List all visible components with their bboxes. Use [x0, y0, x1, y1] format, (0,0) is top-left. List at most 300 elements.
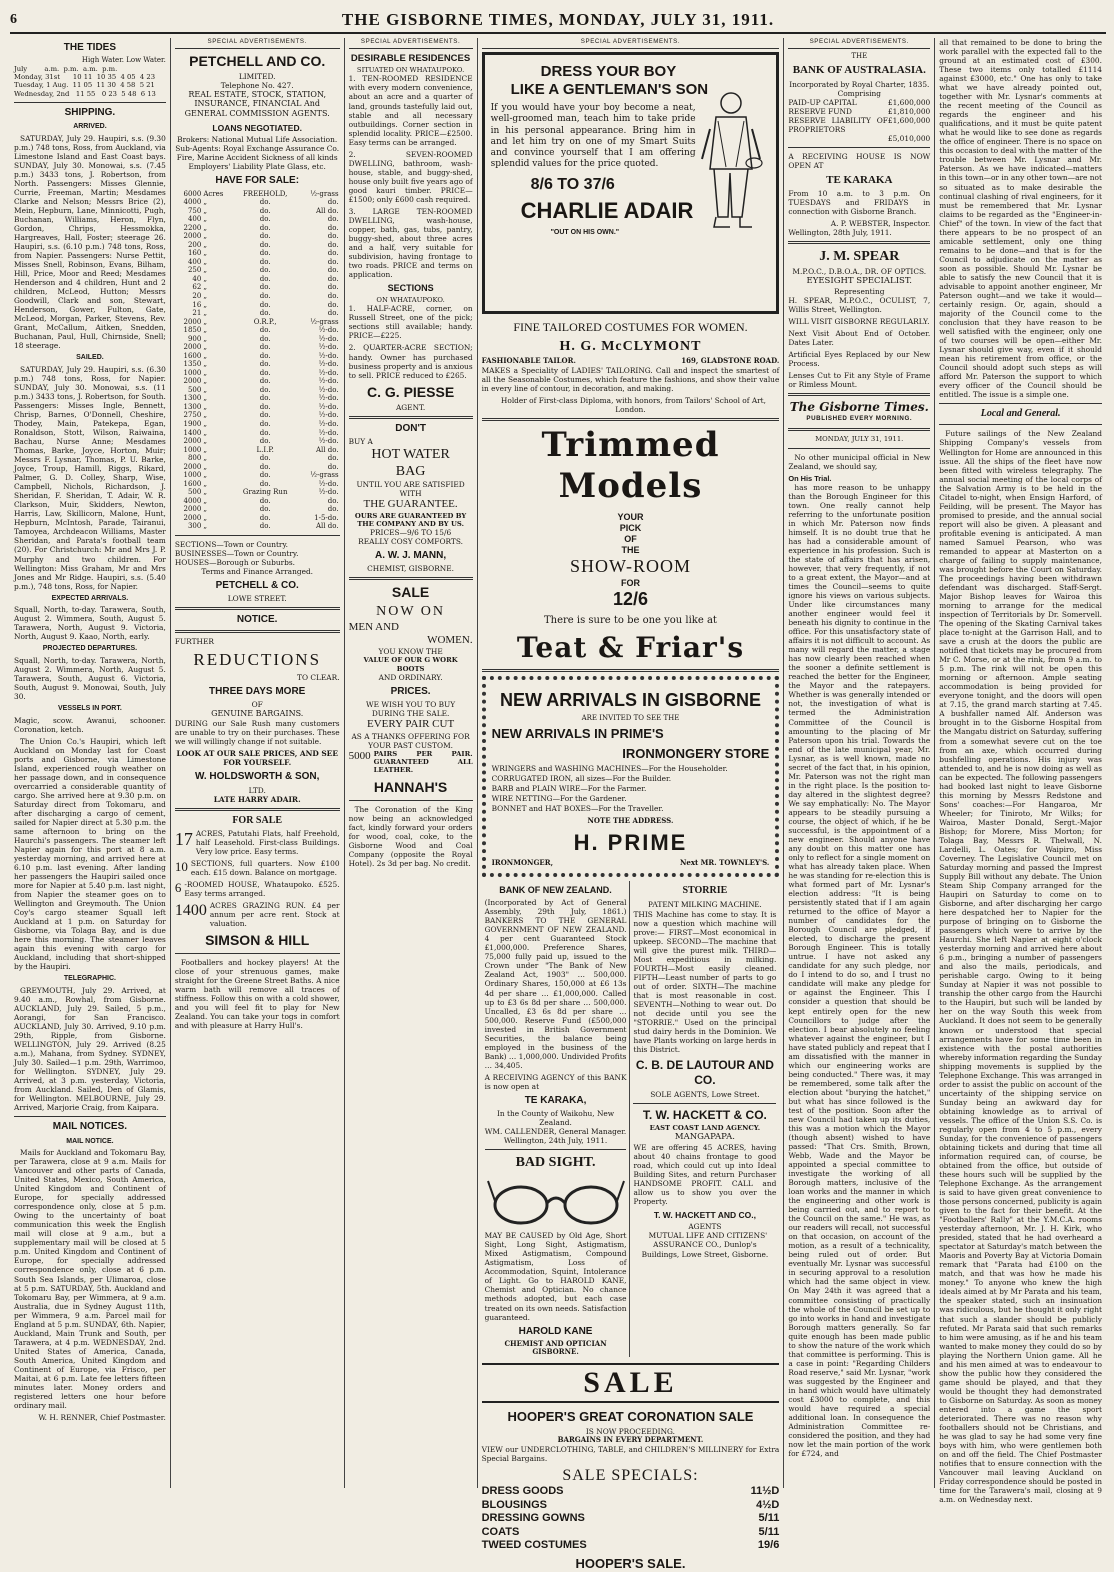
- pairs-offer: 5000 PAIRS PER PAIR. GUARANTEED ALL LEATHER.: [348, 749, 473, 775]
- land-sale-row: [175, 326, 340, 335]
- land-sale-row: [175, 488, 340, 497]
- arrived-text: SATURDAY, July 29. Haupiri, s.s. (9.30 p.m.) 748 tons, Ross, from Auckland, via Limestone Island and East Coast bays. SUNDAY, July 30. Monowai, s.s. (7.45 p.m.) 3433 tons, J. Robertson, from North. Passengers: Misses Glennie, Currie, Freeman, Martin; Mesdames Clarke and Nelson; Messrs Brice (2), Mein, Hepburn, Lane, Minnicotti, Pugh, Buchanan, Williams, Heron, Flyn, Gordon, Chrips, Hessmokka, Hargreaves, Hall, Foster; steerage 26. Haupiri, s.s. (6.10 p.m.) 748 tons, Ross, from Napier. Passengers: Nurse Pettit, Misses Snell, Robinson, Evans, Bilham, Hill, Price, Moor and Reed; Mesdames Henderson and 4 children, Hunt and 2 children, McLeod, Hutton; Messrs Goodwill, Clark and son, Stewart, Henderson, Gower, Fulton, Gate, McLeod, Morgan, Parker, Stevens, Rev. Grant, McCallum, Aitken, Snedden, Buchanan, Paul, Hull, Chirnside, Snell; 18 steerage.: [14, 133, 166, 351]
- sale-special-row: [482, 1499, 780, 1512]
- land-sale-cell: do.: [327, 257, 339, 266]
- holdsworth-ltd: LTD.: [248, 785, 266, 795]
- land-sale-row: [175, 352, 340, 361]
- aus-date: Wellington, 28th July, 1911.: [788, 228, 892, 238]
- land-sale-cell: 4000: [183, 198, 202, 207]
- land-sale-cell: do.: [259, 334, 271, 343]
- mail-text: Mails for Auckland and Tokomaru Bay, per Tarawera, close at 9 a.m. Mails for Vancouver and other parts of Canada, United States, Mexico, South America, United Kingdom and Continent of Europe, for specially addressed correspondence only, close at 5 p.m. Owing to the uncertainty of boat communication this week the English mail will close at 9 a.m., but a supplementary mail will be closed at 5 p.m. United Kingdom and Continent of Europe, for specially addressed correspondence only, close at 6 p.m. South Sea Islands, per Ulimaroa, close at 5 p.m. SATURDAY, 5th. Auckland and Tokomaru Bay, per Wimmera, at 9 a.m. Australia, due in Sydney August 11th, per Wimmera, 9 a.m. Parcel mail for England at 5 p.m. SUNDAY, 6th. Napier, Auckland, Main Trunk and South, per Tarawera, at 4 p.m. WEDNESDAY, 2nd. United States of America, Canada, South America, United Kingdom and Continent of Europe, via Frisco, per Maitai, at 6 p.m. Late fee letters fifteen minutes later. Money orders and registered letters one hour before ordinary mail.: [14, 1148, 166, 1410]
- land-sale-cell: do.: [259, 274, 271, 283]
- land-sale-row: [175, 454, 340, 463]
- spectacles-icon: [486, 1175, 626, 1227]
- land-sale-cell: „: [203, 266, 207, 275]
- land-sale-cell: „: [203, 343, 207, 352]
- land-sale-cell: do.: [259, 326, 271, 335]
- land-sale-cell: do.: [259, 402, 271, 411]
- land-sale-cell: 1850: [183, 326, 202, 335]
- land-sale-cell: 2000: [183, 377, 202, 386]
- section-1: 1. HALF-ACRE, corner, on Russell Street, one of the pick; sections still available; handy. PRICE—£225.: [348, 304, 473, 341]
- land-sale-row: [175, 283, 340, 292]
- special-items-list: [482, 1485, 780, 1552]
- bad-sight: BAD SIGHT.: [515, 1155, 596, 1171]
- land-sale-cell: ½-do.: [318, 351, 339, 360]
- capital-label: RESERVE LIABILITY OF PROPRIETORS: [788, 115, 888, 134]
- land-sale-cell: 1000: [183, 368, 202, 377]
- land-sale-row: [175, 190, 340, 199]
- land-sale-cell: 2000: [183, 232, 202, 241]
- storrie: STORRIE: [682, 885, 728, 897]
- prime-list-item: CORRUGATED IRON, all sizes—For the Builder.: [491, 774, 672, 784]
- sale-special-price: 5/11: [758, 1525, 780, 1538]
- proceeding: IS NOW PROCEEDING.: [585, 1427, 676, 1437]
- land-sale-row: [175, 497, 340, 506]
- land-sale-cell: „: [203, 385, 207, 394]
- until: UNTIL YOU ARE SATISFIED WITH: [356, 480, 465, 499]
- mann: A. W. J. MANN,: [375, 550, 447, 562]
- boot-sale: SALE: [391, 584, 430, 601]
- land-sale-row: [175, 301, 340, 310]
- hooper-sale-banner: SALE: [482, 1363, 780, 1404]
- sale-special-row: [482, 1539, 780, 1552]
- land-sale-cell: ½-do.: [318, 488, 339, 497]
- lenses: Lenses Cut to Fit any Style of Frame or Rimless Mount.: [788, 371, 931, 390]
- to-clear: TO CLEAR.: [297, 673, 340, 683]
- editorial-continued: all that remained to be done to bring the work parallel with the expected fall to the ground at an estimated cost of £300. These two items only totalled £1114 against £3000, etc." One has only to take what we have already pointed out, together with Mr. Lysnar's comments at the recent meeting of the Council as regards the engineer and his qualifications, and it must be quite patent what he would like to see done as regards the office of engineer. There is no space on this occasion to deal with the matter of the trouble between Mr. Lysnar and Mr. Paterson. As we have indicated—matters in this town—or in any other town—are not so situated as to make desirable the continual clashing of rival engineers, for it must be remembered that Mr. Lysnar claims to be regarded as the "Engineer-in-Chief" of the town. In view of the fact that there appears to be no prospect of an amicable settlement, only one thing remains to be done—and that is for the Council to adjudicate on the matter as soon as possible. Should Mr. Lysnar be able to satisfy the new Council that it is advisable to appoint another engineer, Mr Paterson ought—and we take it would—certainly resign. Or, again, should a majority of the Council come to the conclusion that they have reason to be well satisfied with the engineer, only one of two courses will be open—either Mr. Lysnar should give way, even if it should mean his retirement from office, or the Council should adopt such steps as will afford Mr. Paterson the support to which every officer of the Council should be entitled. The issue is a simple one.: [939, 38, 1102, 400]
- land-sale-row: [175, 258, 340, 267]
- sale-special-row: [482, 1512, 780, 1525]
- land-sale-cell: „: [203, 488, 207, 497]
- paper-date: MONDAY, JULY 31, 1911.: [815, 435, 904, 444]
- further: FURTHER: [174, 637, 214, 647]
- vessels-text: Magic, scow. Awanui, schooner. Coronation, ketch.: [14, 715, 166, 734]
- land-sale-cell: do.: [327, 462, 339, 471]
- eyesight-specialist: EYESIGHT SPECIALIST.: [806, 276, 913, 287]
- residence-1: 1. TEN-ROOMED RESIDENCE with every modern convenience, about an acre and a quarter of land, grounds tastefully laid out, stable and all necessary outbuildings. Corner section in splendid locality. PRICE—£2500. Easy terms can be arranged.: [348, 74, 473, 147]
- tide-row: Monday, 31st 10 11 10 35 4 05 4 23: [14, 73, 156, 81]
- land-sale-cell: 400: [187, 215, 202, 224]
- land-sale-cell: do.: [259, 437, 271, 446]
- land-sale-cell: do.: [259, 462, 271, 471]
- spear-text: H. SPEAR, M.P.O.C., OCULIST, 7, Willis Street, Wellington.: [788, 295, 931, 314]
- loans-heading: LOANS NEGOTIATED.: [212, 122, 302, 133]
- mutual-life: MUTUAL LIFE AND CITIZENS' ASSURANCE CO., Dunlop's Buildings, Lowe Street, Gisborne.: [641, 1231, 769, 1259]
- land-sale-cell: do.: [259, 360, 271, 369]
- for: FOR: [620, 577, 640, 588]
- east-coast-land: EAST COAST LAND AGENCY.: [649, 1124, 761, 1133]
- every-pair: EVERY PAIR CUT: [366, 718, 455, 731]
- arrived-title: ARRIVED.: [73, 123, 107, 131]
- bnz-receiving: A RECEIVING AGENCY of this BANK is now open at: [484, 1072, 627, 1091]
- land-sale-cell: All do.: [316, 206, 339, 215]
- land-sale-cell: „: [203, 411, 207, 420]
- land-sale-cell: 2000: [183, 505, 202, 514]
- land-sale-cell: 16: [192, 300, 202, 309]
- petchell-title: PETCHELL AND CO.: [189, 52, 326, 69]
- land-sale-cell: 40: [192, 274, 202, 283]
- land-sale-cell: 4000: [183, 496, 202, 505]
- land-sale-row: [175, 369, 340, 378]
- land-sale-cell: „: [203, 300, 207, 309]
- aus-hours: From 10 a.m. to 3 p.m. On TUESDAYS and FRIDAYS in connection with Gisborne Branch.: [788, 189, 931, 217]
- land-sale-cell: 2750: [183, 411, 202, 420]
- land-sale-cell: do.: [259, 215, 271, 224]
- land-sale-cell: „: [203, 360, 207, 369]
- projected-title: PROJECTED DEPARTURES.: [42, 645, 138, 653]
- capital-label: PAID-UP CAPITAL: [788, 97, 857, 107]
- land-sale-row: [175, 394, 340, 403]
- have-for-sale: HAVE FOR SALE:: [215, 175, 300, 187]
- and-ordinary: AND ORDINARY.: [378, 672, 443, 682]
- land-sale-cell: ½-do.: [318, 326, 339, 335]
- prime-list-item: BONNET and HAT BOXES—For the Traveller.: [491, 804, 664, 814]
- we-wish: WE WISH YOU TO BUY DURING THE SALE.: [366, 700, 456, 719]
- adair-price: 8/6 TO 37/6: [530, 175, 615, 193]
- land-sale-cell: ½-do.: [318, 385, 339, 394]
- residence-2: 2. SEVEN-ROOMED DWELLING, bathroom, wash-house, stable, and buggy-shed, house only built five years ago of good kauri timber. PRICE—£1500; only £600 cash required.: [348, 149, 473, 204]
- land-sale-cell: „: [203, 249, 207, 258]
- show-room: SHOW-ROOM: [569, 555, 691, 576]
- column-local: [935, 38, 1106, 1505]
- pick: PICK: [619, 522, 642, 533]
- bnz-county: In the County of Waikohu, New Zealand.: [496, 1109, 615, 1128]
- land-sale-cell: do.: [327, 300, 339, 309]
- land-sale-cell: „: [203, 513, 207, 522]
- land-sale-cell: 21: [192, 309, 202, 318]
- land-sale-row: [175, 249, 340, 258]
- prime-ad: [482, 676, 780, 877]
- hackett-text: WE are offering 45 ACRES, having about 40 chains frontage to good road, which could cut up into Ideal Building Sites, and return Purchaser HANDSOME PROFIT. CALL and allow us to show you over the Property.: [633, 1142, 777, 1207]
- land-sale-cell: do.: [259, 198, 271, 207]
- land-sale-cell: „: [203, 223, 207, 232]
- capital-row: [788, 116, 930, 134]
- land-sale-cell: O.R.P.,: [253, 317, 277, 326]
- land-sale-cell: 2000: [183, 462, 202, 471]
- look-text: LOOK AT OUR SALE PRICES, AND SEE FOR YOURSELF.: [176, 749, 338, 768]
- land-sale-cell: ½-do.: [318, 411, 339, 420]
- land-sale-row: [175, 318, 340, 327]
- land-sale-cell: ½-grass: [310, 471, 339, 480]
- ironmongery: IRONMONGERY STORE: [622, 746, 770, 762]
- land-sale-cell: „: [203, 377, 207, 386]
- de-lautour: C. B. DE LAUTOUR AND CO.: [635, 1058, 774, 1087]
- special-ads-label: SPECIAL ADVERTISEMENTS.: [349, 38, 473, 49]
- land-sale-cell: „: [203, 479, 207, 488]
- land-sale-cell: „: [203, 317, 207, 326]
- capital-value: £1,600,000: [887, 97, 931, 107]
- land-sale-cell: Acres: [203, 189, 224, 198]
- prime-address-row: IRONMONGER, Next MR. TOWNLEY'S.: [491, 857, 770, 867]
- mail-signature: W. H. RENNER, Chief Postmaster.: [38, 1412, 166, 1422]
- aus-te-karaka: TE KARAKA: [826, 173, 893, 186]
- land-sale-cell: 900: [187, 334, 202, 343]
- land-sale-cell: „: [203, 437, 207, 446]
- hwb-prices: PRICES—9/6 TO 15/6: [370, 528, 452, 538]
- vessels-title: VESSELS IN PORT.: [58, 704, 122, 712]
- now-on: NOW ON: [376, 604, 446, 620]
- section-2: 2. QUARTER-ACRE SECTION; handy. Owner has purchased business property and is anxious to sell. PRICE reduced to £265.: [348, 343, 473, 380]
- land-sale-cell: do.: [259, 266, 271, 275]
- gisborne-times-title: The Gisborne Times.: [789, 400, 929, 415]
- land-sale-cell: do.: [259, 368, 271, 377]
- land-sale-cell: 1600: [183, 351, 202, 360]
- land-sale-cell: 1000: [183, 471, 202, 480]
- land-sale-row: [175, 292, 340, 301]
- guarantee: THE GUARANTEE.: [363, 498, 458, 511]
- telephone: Telephone No. 427.: [220, 80, 294, 90]
- sale-special-item: TWEED COSTUMES: [481, 1539, 587, 1552]
- for-sale-heading: FOR SALE: [232, 814, 283, 826]
- teat-friars: Teat & Friar's: [516, 630, 745, 664]
- vessels-story: The Union Co.'s Haupiri, which left Auckland on Monday last for Coast ports and Gisborne, via Limestone Island, experienced rough weather on her passage down, and in consequence overcarried a considerable quantity of cargo. She arrived here at 9.30 p.m. on Saturday direct from Tokomaru, and after discharging a cargo of cement, sailed for Napier direct at 5.30 p.m. the same afternoon to bring on the Haurchi's passengers. The steamer left Napier again for this port at 8 a.m. yesterday morning, and arrived here at 6.10 p.m. last evening. After landing her passengers the Haupiri sailed once more for Napier at 5.40 p.m. last night, from Napier the steamer goes on to Wellington and Greymouth. The Union Coy's cargo steamer Squall left Auckland at 1 p.m. on Saturday for Gisborne, via Tolaga Bay, and is due here this morning. The steamer leaves again this evening with cargo for Auckland, including that short-shipped by the Haupiri.: [14, 736, 166, 972]
- tides-subheader: July a.m. p.m. a.m. p.m.: [14, 64, 118, 73]
- the: THE: [621, 544, 640, 555]
- land-sale-cell: 1-5-do.: [314, 513, 339, 522]
- dress-your-boy: DRESS YOUR BOY: [540, 62, 677, 80]
- brokers: Brokers: National Mutual Life Association. Sub-Agents: Royal Exchange Assurance Co. Fire, Marine Accident Sickness of all kinds Employers' Liability Plate Glass, etc.: [175, 135, 340, 172]
- land-sale-cell: do.: [259, 206, 271, 215]
- land-sale-cell: do.: [259, 292, 271, 300]
- boy-illustration-icon: [696, 89, 766, 239]
- land-sale-cell: do.: [259, 232, 271, 241]
- land-sale-cell: „: [203, 428, 207, 437]
- land-sale-cell: „: [203, 326, 207, 335]
- special-ads-label: SPECIAL ADVERTISEMENTS.: [482, 38, 780, 49]
- out-on-his-own: "OUT ON HIS OWN.": [550, 229, 620, 236]
- land-sale-cell: FREEHOLD,: [242, 189, 288, 198]
- land-sale-row: [175, 403, 340, 412]
- gentlemans-son: LIKE A GENTLEMAN'S SON: [510, 80, 709, 98]
- for-sale-1400: 1400 ACRES GRAZING RUN. £4 per annum per acre rent. Stock at valuation.: [174, 900, 340, 929]
- sale-special-item: BLOUSINGS: [481, 1498, 548, 1511]
- land-sale-cell: ½-do.: [318, 479, 339, 488]
- land-sale-row: [175, 335, 340, 344]
- land-sale-cell: ½-grass: [310, 317, 339, 326]
- hackett: T. W. HACKETT & CO.: [642, 1107, 767, 1122]
- land-sale-cell: 1000: [183, 445, 202, 454]
- prime-list-item: WIRE NETTING—For the Gardener.: [491, 794, 627, 804]
- coronation-note: The Coronation of the King now being an acknowledged fact, kindly forward your orders for wood, coal, coke, to the Gisborne Wood and Coal Company (opposite the Royal Hotel). 2s 3d per bag. No credit.: [348, 804, 473, 868]
- land-sale-row: [175, 241, 340, 250]
- land-sale-cell: do.: [259, 479, 271, 488]
- women: WOMEN.: [427, 633, 473, 646]
- makes-text: MAKES a Speciality of LADIES' TAILORING. Call and inspect the smartest of all the Seasonable Costumes, which feature the fashions, and show their value in every line of contour, in decoration, and making.: [481, 365, 780, 393]
- land-sale-cell: do.: [259, 419, 271, 428]
- petchell-footer: PETCHELL & CO.: [215, 580, 299, 591]
- genuine-bargains: GENUINE BARGAINS.: [211, 709, 304, 719]
- sailed-text: SATURDAY, July 29. Haupiri, s.s. (6.30 p.m.) 748 tons, Ross, for Napier. SUNDAY, July 30. Monowai, s.s. (11 p.m.) 3433 tons, J. Robertson, for South. Passengers: Misses Ingle, Bennett, Chrisp, Barnes, O'Donnell, Cheshire, Thodey, Main, Patekepa, Egan, Ronaldson, Stott, Wilson, Raiwaina, Bachau, Nurse Anne; Mesdames Thomas, Barke, Joyce, Horton, Muir; Messrs F. Lysnar, Thomas, P. U. Barke, Joyce, Troup, Hamill, Riggs, Rikard, Palmer, G. D. Colley, Sharp, Wise, Campbell, Nichols, Richardson, J. Sheridan, F. Sheridan, T. Adair, W. R. Clarkson, Muir, Skidders, Newton, Harris, Law, Skillicorn, Malone, Hunt, Hepburn, McIntosh, Parade, Tairanui, Tamoyea, Archdeacon Williams, Master Sheridan, and Parata's football team (20). For Christchurch: Mr and Mrs J. P. Murphy and two children. For Wellington: Miss Graham, Mr and Mrs Jones and Mr Ridge. Haupiri, s.s. (5.40 p.m.), 748 tons, Ross, for Napier.: [14, 364, 166, 591]
- land-sale-cell: „: [203, 334, 207, 343]
- mail-subtitle: MAIL NOTICE.: [66, 1137, 114, 1145]
- desirable-residences: DESIRABLE RESIDENCES: [350, 52, 471, 64]
- land-sale-cell: „: [203, 351, 207, 360]
- sections-on: ON WHATAUPOKO.: [376, 296, 445, 305]
- on-his-trial: On His Trial.: [788, 473, 832, 483]
- land-sale-row: [175, 309, 340, 318]
- land-sale-cell: ½-do.: [318, 428, 339, 437]
- footballers-text: Footballers and hockey players! At the close of your strenuous games, make straight for the Greene Street Baths. A nice warm bath will remove all traces of stiffness. Follow this on with a cold shower, and you will feel fit to play for New Zealand. You can take your togs in comfort and with pleasure at Harry Hull's.: [174, 958, 340, 1031]
- sale-specials: SALE SPECIALS:: [562, 1466, 699, 1484]
- editorial-lead: No other municipal official in New Zealand, we should say,: [788, 452, 931, 471]
- hannahs: HANNAH'S: [373, 778, 448, 795]
- land-sale-cell: do.: [327, 232, 339, 241]
- for-sale-6: 6 -ROOMED HOUSE, Whataupoko. £525. Easy terms arranged.: [174, 879, 340, 898]
- price-12-6: 12/6: [612, 588, 648, 609]
- local-general: Local and General.: [980, 408, 1061, 420]
- land-sale-row: [175, 480, 340, 489]
- land-sale-cell: 2000: [183, 343, 202, 352]
- land-sale-row: [175, 411, 340, 420]
- aus-receiving: A RECEIVING HOUSE IS NOW OPEN AT: [788, 151, 931, 170]
- houses-line: HOUSES—Borough or Suburbs.: [174, 557, 295, 567]
- telegraphic-title: TELEGRAPHIC.: [63, 975, 116, 983]
- storrie-text: THIS Machine has come to stay. It is now a question which machine will prove:— FIRST—Most economical in upkeep. SECOND—The machine that will give the purest milk. THIRD—Most expeditious in milking. FOURTH—Most easily cleaned. FIFTH—Least number of parts to go out of order. SIXTH—The machine that is most reasonable in cost. SEVENTH—Nothing to wear out. Do not decide until you see the "STORRIE." Used on the principal stud dairy herds in the Dominion. We have Plants working on large herds in this District.: [633, 909, 777, 1055]
- charlie-adair: CHARLIE ADAIR: [520, 198, 694, 224]
- land-sale-cell: 500: [187, 385, 202, 394]
- land-sale-cell: do.: [327, 249, 339, 258]
- capital-table: [788, 98, 930, 143]
- invited: ARE INVITED TO SEE THE: [581, 713, 680, 722]
- cosy: REALLY COSY COMFORTS.: [358, 537, 464, 547]
- note-address: NOTE THE ADDRESS.: [587, 816, 674, 826]
- new-arrivals-prime: NEW ARRIVALS IN PRIME'S: [491, 726, 664, 742]
- land-sale-cell: 1400: [183, 428, 202, 437]
- masthead-title: THE GISBORNE TIMES, MONDAY, JULY 31, 1911.: [341, 10, 775, 29]
- artificial-eyes: Artificial Eyes Replaced by our New Process.: [788, 350, 931, 369]
- land-sale-cell: ½-do.: [318, 334, 339, 343]
- land-sale-cell: do.: [259, 309, 271, 318]
- land-sale-row: [175, 522, 340, 531]
- land-sale-cell: 2000: [183, 437, 202, 446]
- prime-list: [492, 764, 770, 813]
- services: REAL ESTATE, STOCK, STATION, INSURANCE, FINANCIAL And GENERAL COMMISSION AGENTS.: [184, 89, 330, 119]
- land-sale-row: [175, 437, 340, 446]
- local-general-text: Future sailings of the New Zealand Shipping Company's vessels from Wellington for Home are announced in this issue. All the ships of the fleet have now been fitted with wireless telegraphy. The annual social meeting of the local corps of the Salvation Army is to be held in the Citadel to-night, when Ensign Harford, of Feilding, will be present. The Mayor has promised to preside, and the annual social report will also be given. A pleasant and profitable evening is anticipated. A man named Samuel Pearson, who was remanded to appear at Masterton on a charge of failing to supply maintenance, was brought before the Court on Saturday. The proceedings having been withdrawn defendant was discharged. Staff-Sergt. Major Bishop leaves for Wairoa this morning to arrange for the medical inspection of Territorials by Dr. Somervell. The opening of the Skating Carnival takes place to-night at the Garrison Hall, and to save a crush at the doors the public are notified that tickets may be procured from Mr C. Morse, or at the rink, from 9 a.m. to 5 p.m. The rink will not be open this morning or afternoon. Ample seating accommodation is being provided for everyone tonight, and the doors will open at 7.15, the grand march starting at 7.45. A bushfaller named Alf. Anderson was brought in to the Gisborne Hospital from the Mangatu district on Saturday, suffering from a somewhat severe cut on the toe from an axe, which occurred during bushfelling operations. His injury was attended to, and he is now doing as well as can be expected. The following passengers had booked last night to leave Gisborne this morning by Messrs Redstone and Sons' coaches:—For Hangaroa, Mr Wheeler; for Tiniroto, Mr Wilks; for Wairoa, Master Donald, Sergt.-Major Bishop; for Morere, Miss Morton; for Tolaga Bay, Messrs R. Thelwall, N. Lardelli, L. Oates; for Waipiro, Miss Coverney. The Legislative Council met on Saturday morning and passed the Imprest Supply Bill without any debate. The Union Steam Ship Company arranged for the Haupiri on Saturday to come on to Gisborne, and after discharging her cargo here despatched her to Napier for the purpose of bringing on to Gisborne the passengers which were to arrive by the Haurchi. She left Napier at eight o'clock yesterday morning and arrived here about 6 p.m., bringing a number of passengers and also the mails, periodicals, and perishable cargo. Owing to it being Sunday at Napier it was not possible to tranship the other cargo from the Haurchi to the Haupiri, but such will be landed by her on the way South this week from Auckland. It does not seem to be generally known or understood that special arrangements have for some time been in existence with the postal authorities whereby information regarding the Sunday shipping movements is supplied by the Telephone Exchange. This was arranged in order to assist the public on account of the uncertainty of the shipping service on Sunday being an awkward day for obtaining knowledge as to arrival of vessels. The office of the Union S.S. Co. is regularly open from 4 to 5 p.m., every Sunday, for the convenience of passengers obtaining tickets and during that time all information required can, of course, be obtained from the office, but outside of these hours such will be supplied by the Telephone Exchange. As the arrangement is said to have given great convenience to those persons concerned, publicity is again given to the fact for their benefit. At the "Footballers' Rally" at the Y.M.C.A. rooms yesterday afternoon, Mr. J. H. Kirk, who presided, stated that he had overheard a spectator at Saturday's match between the Maoris and Poverty Bay at Victoria Domain remark that "Parata had £100 on the match, and that was how he made his money." To anyone who knew the high ideals aimed at by Mr Parata and his team, the speaker stated, such an insinuation was ridiculous, but he thought it only right that such a slander should be publicly refuted. Mr Parata said that such remarks to him were amusing, as if he and his team wanted to make money they could do so by playing the Northern Union game. All he and his men aimed at was to endeavour to show the public how they considered the game should be played, and that they would be thought they had demonstrated to Gisborne on Saturday. As soon as money entered into a game the sport deteriorated. There was no reason why footballers should not be Christians, and he was glad to say he had some very fine boys with him, who were gentlemen both on and off the field. The Chief Postmaster notifies that to ensure connection with the Vancouver mail leaving Auckland on Friday correspondence should be posted in time for the Tarawera's mail, closing at 9 a.m. on Wednesday next.: [939, 429, 1102, 1505]
- land-sale-cell: ½-do.: [318, 437, 339, 446]
- land-sale-cell: do.: [259, 377, 271, 386]
- land-sale-row: [175, 505, 340, 514]
- land-sale-table: [175, 190, 340, 531]
- webster: A. P. WEBSTER, Inspector.: [830, 219, 931, 229]
- land-sale-cell: do.: [327, 215, 339, 224]
- holder-text: Holder of First-class Diploma, with honors, from Tailors' School of Art, London.: [500, 395, 767, 414]
- mcclymont-address-row: FASHIONABLE TAILOR. 169, GLADSTONE ROAD.: [481, 356, 780, 366]
- land-sale-cell: do.: [327, 198, 339, 207]
- land-sale-cell: do.: [327, 496, 339, 505]
- land-sale-cell: do.: [259, 505, 271, 514]
- holdsworth: W. HOLDSWORTH & SON,: [194, 771, 320, 783]
- agent-label: AGENT.: [395, 402, 426, 412]
- dont: DON'T: [395, 422, 426, 434]
- during-text: DURING our Sale Rush many customers are unable to try on their purchases. These we will willingly change if not suitable.: [174, 719, 340, 747]
- men-and: MEN AND: [348, 620, 399, 633]
- prime-list-item: BARB and PLAIN WIRE—For the Farmer.: [491, 784, 647, 794]
- editorial-body: has more reason to be unhappy than the Borough Engineer for this town. One really cannot help referring to the unfortunate position in which Mr. Paterson now finds himself. It is no doubt true that he has had a considerable amount of experience in his profession. Such is the state of affairs that has arisen, however, that very frequently, if not to a great extent, the Mayor—and at times the Council—seems to quite ignore his views on various subjects. Under like circumstances many another engineer would feel it beneath his dignity to continue in the office. For this unsatisfactory state of affairs it is not difficult to account. As many will regard the matter, a stage has now clearly been reached when the sooner a definite settlement is reached the better for the Engineer, the Mayor and the ratepayers. Whether is was generally intended or not, the investigation of what is termed the Administration Committee of the Council is amounting to the placing of Mr Paterson upon his trial. Towards the end of the late municipal year, Mr. Lysnar, as is well known, made no secret of the fact that, in his opinion, Mr. Paterson was not the right man in the right place. Is the position to-day altered in the slightest degree? We say emphatically: No. The Mayor appears to be steadily pursuing a course, the object of which, if he be successful, is the appointment of a new engineer. Should anyone have any doubt on this matter one has only to reflect for a single moment on what has already taken place. When he was standing for re-election this is what formed part of Mr. Lysnar's election address: "It is being persistently stated that if I am again returned to the office of Mayor a number of candidates for the Borough Council are pledged, if elected, to discharge the present Borough Engineer. This is totally untrue. I have not asked any candidate for any such pledge, nor do I intend to do so, and I trust no candidate will make any pledge for or against the Engineer. This I consider a question that should be kept entirely open for the new Councillors to judge after the election. I bear absolutely no feeling whatever against the engineer, but I have stated publicly and repeat that I am dissatisfied with the manner in which our engineering works are being conducted." There was, it may be remembered, some talk after the election about "burying the hatchet," but what has since followed is the test of the position. Soon after the new Council had taken up its duties, this was a motion which the Mayor (though absent) wished to have passed: "That Crs. Smith, Brown, Webb, Wade and the Mayor be appointed a special committee to investigate the working of all Borough matters, inclusive of the loan works and the manner in which the engineering and other work is being carried out, and to report to the Council on the same." He was, as our readers will recall, not successful on that occasion, on account of the motion, as a result of a technicality, being ruled out of order. But eventually Mr. Lysnar was successful in securing approval to a resolution which had the same object in view. On May 24th it was agreed that a committee consisting of practically the whole of the Council be set up to go into works in hand and investigate Borough matters generally. So far quite enough has been made public to show the nature of the work which that committee is performing. This is a case in point: "Regarding Childers Road reserve," said Mr. Lysnar, "work was suggested by the Engineer and in hand which would have ultimately cost £3000 to complete, and this would have required a special additional loan. In consequence the Administration Committee re-considered the position, and they had now let the main portion of the work for £724, and: [788, 482, 931, 1459]
- land-sale-cell: L.I.P.: [256, 445, 274, 454]
- representing: Representing: [834, 286, 885, 296]
- of: OF: [624, 533, 637, 544]
- land-sale-cell: „: [203, 274, 207, 283]
- land-sale-cell: „: [203, 309, 207, 318]
- land-sale-cell: „: [203, 402, 207, 411]
- prime-list-item: WRINGERS and WASHING MACHINES—For the Householder.: [491, 764, 728, 774]
- land-sale-cell: All do.: [316, 522, 339, 531]
- land-sale-cell: 2000: [183, 513, 202, 522]
- land-sale-cell: 250: [187, 266, 202, 275]
- tide-row: Wednesday, 2nd 11 55 0 23 5 48 6 13: [14, 89, 156, 98]
- tides-title: THE TIDES: [63, 42, 117, 53]
- your: YOUR: [617, 511, 644, 522]
- land-sale-row: [175, 514, 340, 523]
- piesse: C. G. PIESSE: [367, 383, 455, 400]
- fine-tailored: FINE TAILORED COSTUMES FOR WOMEN.: [513, 319, 748, 334]
- land-sale-cell: ½-grass: [310, 189, 339, 198]
- land-sale-cell: 200: [187, 240, 202, 249]
- land-sale-cell: „: [203, 454, 207, 463]
- mail-title: MAIL NOTICES.: [52, 1121, 128, 1133]
- projected-text: Squall, North, to-day. Tarawera, North, August 2. Wimmera, North, August 5. Tarawera, South, August 6. Victoria, South, August 9. Monowai, South, July 30.: [14, 655, 166, 701]
- land-sale-cell: „: [203, 445, 207, 454]
- businesses-line: BUSINESSES—Town or Country.: [174, 548, 299, 558]
- land-sale-cell: 1350: [183, 360, 202, 369]
- sale-special-price: 19/6: [757, 1539, 780, 1552]
- capital-row: [788, 107, 930, 116]
- land-sale-cell: do.: [259, 496, 271, 505]
- expected-title: EXPECTED ARRIVALS.: [51, 594, 129, 602]
- tides-header: High Water. Low Water.: [81, 56, 166, 65]
- capital-row: [788, 98, 930, 107]
- land-sale-cell: 6000: [183, 189, 202, 198]
- land-sale-cell: „: [203, 496, 207, 505]
- tides-table: [14, 73, 166, 98]
- column-residences: [345, 38, 478, 1488]
- you-know: YOU KNOW THE: [378, 647, 443, 657]
- spear-quals: M.P.O.C., D.B.O.A., DR. OF OPTICS.: [792, 267, 927, 277]
- land-sale-row: [175, 198, 340, 207]
- bank-nz: BANK OF NEW ZEALAND.: [499, 885, 612, 896]
- bargains-every: BARGAINS IN EVERY DEPARTMENT.: [557, 1435, 704, 1445]
- land-sale-cell: 750: [187, 206, 202, 215]
- lowe-street: LOWE STREET.: [227, 594, 287, 604]
- land-sale-cell: „: [203, 522, 207, 531]
- special-ads-label: SPECIAL ADVERTISEMENTS.: [788, 38, 930, 49]
- land-sale-cell: do.: [259, 343, 271, 352]
- as-thanks: AS A THANKS OFFERING FOR YOUR PAST CUSTOM.: [351, 731, 470, 750]
- land-sale-cell: do.: [259, 351, 271, 360]
- land-sale-cell: „: [203, 471, 207, 480]
- land-sale-cell: 1600: [183, 479, 202, 488]
- land-sale-cell: 2200: [183, 223, 202, 232]
- land-sale-cell: do.: [259, 522, 271, 531]
- bank-the: THE: [851, 51, 868, 60]
- land-sale-row: [175, 463, 340, 472]
- value-of: VALUE OF OUR G WORK BOOTS: [363, 656, 458, 673]
- tide-row: Tuesday, 1 Aug. 11 05 11 30 4 58 5 21: [14, 81, 155, 90]
- dress-text: If you would have your boy become a neat, well-groomed man, teach him to take pride in his personal appearance. Bring him in and let him try on one of my Smart Suits and convince yourself that I am offering splendid values for the price quoted.: [490, 103, 696, 170]
- land-sale-cell: 1300: [183, 394, 202, 403]
- land-sale-cell: do.: [259, 223, 271, 232]
- land-sale-cell: do.: [327, 292, 339, 300]
- land-sale-cell: 1900: [183, 419, 202, 428]
- late-adair: LATE HARRY ADAIR.: [213, 794, 301, 804]
- land-sale-cell: do.: [327, 283, 339, 292]
- capital-label: RESERVE FUND: [788, 106, 852, 116]
- land-sale-row: [175, 471, 340, 480]
- capital-value: £1,600,000: [887, 115, 931, 125]
- hackett-agents: AGENTS: [688, 1222, 722, 1232]
- land-sale-cell: „: [203, 215, 207, 224]
